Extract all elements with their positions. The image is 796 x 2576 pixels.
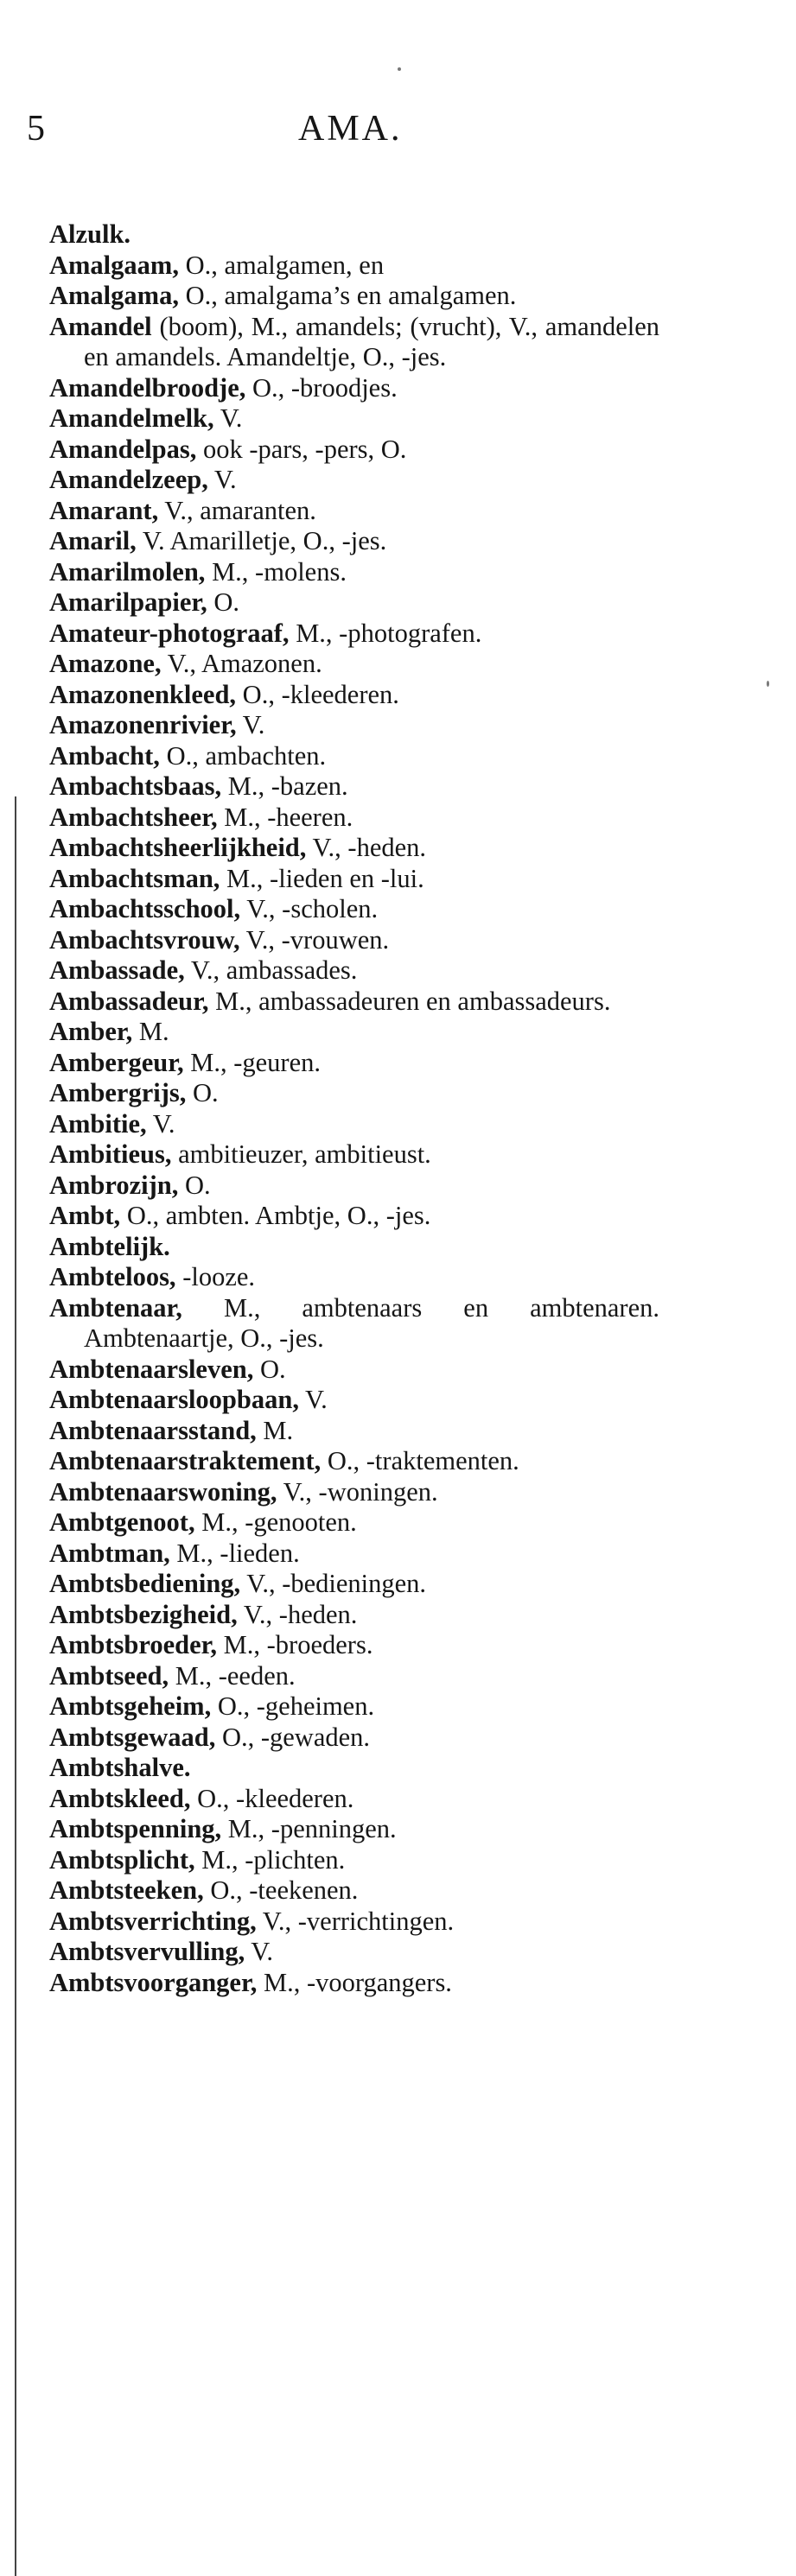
- dictionary-entry: [49, 1937, 659, 1968]
- headword: Ambtenaarsleven,: [49, 1354, 254, 1384]
- dictionary-entry: [49, 710, 659, 741]
- dictionary-entry: [49, 833, 659, 864]
- entry-definition: O., amalgamen, en: [178, 250, 385, 280]
- dictionary-entry: [49, 1661, 659, 1692]
- dictionary-entry: [49, 1109, 659, 1140]
- headword: Amazonenkleed,: [49, 679, 237, 709]
- headword: Ambtenaarsloopbaan,: [49, 1385, 299, 1414]
- dictionary-entry: [49, 1753, 659, 1784]
- entry-definition: M., -lieden.: [169, 1538, 300, 1568]
- dictionary-entry: [49, 741, 659, 772]
- headword: Ambtsgeheim,: [49, 1691, 212, 1721]
- dictionary-entry: [49, 1078, 659, 1109]
- dictionary-entry: [49, 864, 659, 895]
- dictionary-entry: [49, 1814, 659, 1845]
- headword: Ambtseed,: [49, 1660, 169, 1691]
- entry-definition: M., -geuren.: [183, 1047, 321, 1077]
- dictionary-entry: [49, 1907, 659, 1938]
- entry-definition: O.: [207, 587, 239, 617]
- entry-definition: V., -vrouwen.: [239, 924, 390, 955]
- headword: Amandelzeep,: [49, 465, 208, 494]
- speck-mark: [767, 681, 769, 687]
- entry-definition: O., -broodjes.: [245, 372, 398, 403]
- dictionary-entry: [49, 1845, 659, 1876]
- headword: Ambachtsheerlijkheid,: [49, 833, 307, 862]
- entry-definition: O.: [253, 1354, 286, 1384]
- dictionary-entry: [49, 281, 659, 312]
- headword: Ambtsplicht,: [49, 1844, 195, 1875]
- headword: Ambassade,: [49, 955, 185, 985]
- entry-definition: V.: [207, 465, 237, 494]
- entry-definition: V., -bedieningen.: [240, 1569, 427, 1598]
- entry-definition: O., -kleederen.: [236, 679, 399, 709]
- headword: Amandelpas,: [49, 434, 197, 464]
- entry-definition: -looze.: [175, 1262, 256, 1291]
- headword: Ambtsbezigheid,: [49, 1599, 238, 1629]
- headword: Ambtsbediening,: [49, 1569, 241, 1598]
- entry-definition: M., ambtenaars en ambtenaren. Ambtenaartje, O., -jes.: [84, 1292, 659, 1353]
- dictionary-entry: [49, 1477, 659, 1508]
- dictionary-entry: [49, 1723, 659, 1754]
- dictionary-entry: [49, 1201, 659, 1232]
- entry-definition: V., -verrichtingen.: [256, 1906, 455, 1936]
- entry-definition: V.: [213, 403, 243, 433]
- dictionary-entry: [49, 1968, 659, 1999]
- entry-definition: M., -photografen.: [289, 618, 482, 648]
- dictionary-entry: [49, 312, 659, 373]
- entry-definition: M., -lieden en -lui.: [220, 863, 424, 893]
- headword: Amateur-photograaf,: [49, 618, 290, 648]
- headword: Amandelbroodje,: [49, 372, 246, 403]
- dictionary-entry: [49, 1875, 659, 1907]
- headword: Ambtenaarstraktement,: [49, 1446, 322, 1475]
- margin-rule: [15, 796, 16, 2576]
- entry-definition: M., -broeders.: [217, 1630, 373, 1659]
- headword: Ambtsvervulling,: [49, 1937, 245, 1966]
- entry-definition: ambitieuzer, ambitieust.: [171, 1139, 431, 1169]
- entry-list: [49, 219, 659, 1998]
- headword: Ambachtsvrouw,: [49, 924, 240, 955]
- dictionary-entry: [49, 894, 659, 925]
- headword: Ambtsbroeder,: [49, 1630, 218, 1659]
- dictionary-entry: [49, 1355, 659, 1386]
- entry-definition: M., ambassadeuren en ambassadeurs.: [208, 986, 611, 1016]
- entry-definition: V.: [298, 1385, 328, 1414]
- headword: Amber,: [49, 1017, 133, 1046]
- headword: Amarilmolen,: [49, 556, 206, 587]
- entry-definition: O.: [178, 1170, 211, 1200]
- entry-definition: O., ambten. Ambtje, O., -jes.: [120, 1201, 431, 1230]
- entry-definition: O., -kleederen.: [190, 1783, 354, 1813]
- headword: Ambergeur,: [49, 1047, 184, 1077]
- headword: Ambtsverrichting,: [49, 1906, 257, 1936]
- headword: Ambtenaarswoning,: [49, 1476, 277, 1507]
- dictionary-entry: [49, 1600, 659, 1631]
- dictionary-entry: [49, 649, 659, 680]
- dictionary-entry: [49, 955, 659, 987]
- dictionary-entry: [49, 1171, 659, 1202]
- dictionary-entry: [49, 1017, 659, 1048]
- dictionary-entry: [49, 1385, 659, 1416]
- entry-definition: O., -geheimen.: [211, 1691, 375, 1721]
- dictionary-entry: [49, 1446, 659, 1477]
- dictionary-entry: [49, 1232, 659, 1263]
- headword: Amarilpapier,: [49, 587, 207, 617]
- entry-definition: V., -heden.: [306, 833, 427, 862]
- headword: Ambtsvoorganger,: [49, 1967, 258, 1997]
- headword: Ambtskleed,: [49, 1783, 191, 1813]
- dictionary-entry: [49, 803, 659, 834]
- dictionary-entry: [49, 1630, 659, 1661]
- dictionary-entry: [49, 435, 659, 466]
- dictionary-entry: [49, 1048, 659, 1079]
- entry-definition: O., ambachten.: [159, 740, 327, 771]
- headword: Amazonenrivier,: [49, 710, 237, 739]
- dictionary-entry: [49, 496, 659, 527]
- entry-definition: V. Amarilletje, O., -jes.: [136, 526, 387, 555]
- headword: Amaril,: [49, 526, 137, 555]
- entry-definition: V., amaranten.: [158, 495, 316, 525]
- headword: Ambtsgewaad,: [49, 1722, 216, 1752]
- entry-definition: M.: [256, 1415, 294, 1445]
- dictionary-entry: [49, 1569, 659, 1600]
- entry-definition: M., -eeden.: [169, 1660, 296, 1691]
- entry-definition: ook -pars, -pers, O.: [196, 434, 407, 464]
- dictionary-entry: [49, 219, 659, 251]
- entry-definition: (boom), M., amandels; (vrucht), V., amandelen en amandels. Amandeltje, O., -jes.: [84, 311, 659, 371]
- entry-definition: M., -voorgangers.: [257, 1967, 452, 1997]
- headword: Ambtman,: [49, 1538, 170, 1568]
- dictionary-entry: [49, 619, 659, 650]
- entry-definition: M., -molens.: [205, 556, 347, 587]
- dictionary-entry: [49, 465, 659, 496]
- headword: Ambachtsheer,: [49, 802, 218, 832]
- headword: Ambtenaar,: [49, 1292, 182, 1323]
- dictionary-entry: [49, 373, 659, 404]
- dictionary-entry: [49, 1784, 659, 1815]
- dictionary-entry: [49, 771, 659, 803]
- headword: Ambtenaarsstand,: [49, 1415, 257, 1445]
- dictionary-entry: [49, 925, 659, 956]
- dictionary-entry: [49, 587, 659, 619]
- dictionary-entry: [49, 1262, 659, 1293]
- entry-definition: O.: [186, 1078, 219, 1107]
- dictionary-entry: [49, 987, 659, 1018]
- dictionary-entry: [49, 557, 659, 588]
- headword: Ambtgenoot,: [49, 1507, 195, 1537]
- dictionary-entry: [49, 1507, 659, 1539]
- entry-definition: O., -traktementen.: [321, 1446, 519, 1475]
- headword: Ambitie,: [49, 1108, 147, 1139]
- entry-definition: M., -genooten.: [194, 1507, 357, 1537]
- headword: Ambassadeur,: [49, 986, 209, 1016]
- entry-definition: M.: [132, 1017, 169, 1046]
- headword: Alzulk.: [49, 219, 131, 249]
- dictionary-entry: [49, 1539, 659, 1570]
- headword: Ambachtsman,: [49, 863, 220, 893]
- headword: Ambtshalve.: [49, 1753, 191, 1782]
- headword: Ambrozijn,: [49, 1170, 179, 1200]
- headword: Ambitieus,: [49, 1139, 172, 1169]
- entry-definition: V.: [146, 1108, 175, 1139]
- dictionary-entry: [49, 1139, 659, 1171]
- entry-definition: M., -penningen.: [221, 1814, 397, 1843]
- headword: Ambteloos,: [49, 1262, 176, 1291]
- headword: Ambtsteeken,: [49, 1875, 204, 1905]
- headword: Ambtelijk.: [49, 1231, 170, 1261]
- headword: Amarant,: [49, 495, 159, 525]
- page-number: 5: [27, 109, 45, 149]
- headword: Ambergrijs,: [49, 1078, 187, 1107]
- headword: Ambt,: [49, 1201, 121, 1230]
- entry-definition: V., ambassades.: [184, 955, 358, 985]
- entry-definition: M., -heeren.: [217, 802, 353, 832]
- entry-definition: V., -heden.: [237, 1599, 358, 1629]
- entry-definition: V.: [236, 710, 265, 739]
- entry-definition: M., -bazen.: [221, 771, 348, 801]
- running-head: AMA.: [298, 109, 403, 149]
- dictionary-entry: [49, 526, 659, 557]
- speck-mark: [398, 67, 401, 71]
- headword: Amandelmelk,: [49, 403, 214, 433]
- entry-definition: V.: [245, 1937, 274, 1966]
- dictionary-entry: [49, 1691, 659, 1723]
- entry-definition: O., amalgama’s en amalgamen.: [178, 281, 517, 310]
- headword: Ambachtsschool,: [49, 894, 241, 923]
- entry-definition: V., Amazonen.: [161, 649, 322, 678]
- headword: Amalgama,: [49, 281, 179, 310]
- entry-definition: V., -scholen.: [240, 894, 379, 923]
- entry-definition: M., -plichten.: [194, 1844, 346, 1875]
- headword: Ambtspenning,: [49, 1814, 222, 1843]
- headword: Ambachtsbaas,: [49, 771, 222, 801]
- entry-definition: V., -woningen.: [277, 1476, 438, 1507]
- headword: Ambacht,: [49, 740, 160, 771]
- dictionary-entry: [49, 1293, 659, 1355]
- entry-definition: O., -teekenen.: [203, 1875, 359, 1905]
- dictionary-entry: [49, 403, 659, 435]
- headword: Amalgaam,: [49, 250, 179, 280]
- dictionary-entry: [49, 1416, 659, 1447]
- dictionary-entry: [49, 680, 659, 711]
- dictionary-entry: [49, 251, 659, 282]
- entry-definition: O., -gewaden.: [215, 1722, 371, 1752]
- headword: Amandel: [49, 311, 152, 341]
- headword: Amazone,: [49, 649, 162, 678]
